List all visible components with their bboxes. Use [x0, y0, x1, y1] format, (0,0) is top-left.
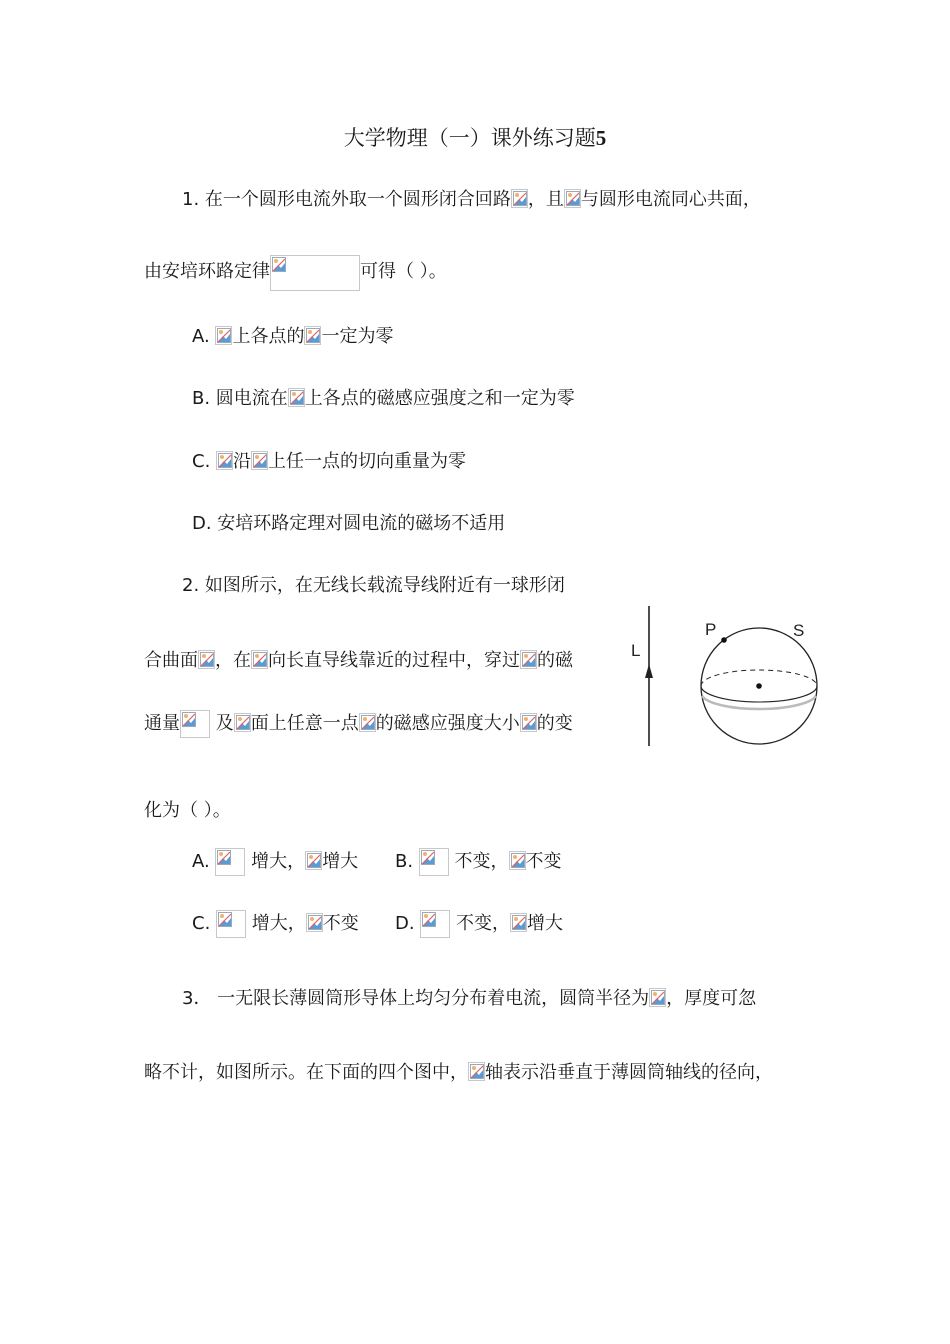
q2-line3	[144, 710, 573, 738]
broken-image-icon	[215, 848, 245, 876]
broken-image-icon	[359, 713, 376, 732]
q2-line1	[182, 572, 565, 600]
option-text: 不变，	[448, 851, 509, 872]
q1-text: 1. 在一个圆形电流外取一个圆形闭合回路	[182, 189, 511, 210]
q2-line4	[144, 797, 231, 825]
q3-text: 3． 一无限长薄圆筒形导体上均匀分布着电流，圆筒半径为	[182, 988, 650, 1009]
q2-text: 的变	[536, 713, 573, 734]
q2-option-b	[395, 848, 562, 876]
broken-image-icon	[180, 710, 210, 738]
current-arrow-icon	[645, 664, 653, 678]
q2-option-a	[192, 848, 358, 876]
q3-line1	[182, 985, 756, 1013]
q2-text: 合曲面	[144, 650, 198, 671]
q2-text: 2. 如图所示，在无线长载流导线附近有一球形闭	[182, 575, 565, 596]
option-text: C.	[192, 913, 217, 934]
broken-image-icon	[306, 913, 323, 932]
q2-option-d	[395, 910, 563, 938]
q1-option-c	[192, 448, 466, 476]
option-text: 增大，	[246, 913, 306, 934]
q3-text: 略不计，如图所示。在下面的四个图中，	[144, 1062, 468, 1083]
broken-image-icon	[649, 988, 666, 1007]
q2-text: 及	[210, 713, 234, 734]
broken-image-icon	[251, 451, 268, 470]
q1-option-a	[192, 323, 393, 351]
option-text: 上任一点的切向重量为零	[268, 451, 467, 472]
option-text: 增大	[322, 851, 359, 872]
q2-line2	[144, 647, 573, 675]
option-text: 上各点的	[232, 326, 305, 347]
q3-text: ，厚度可忽	[666, 988, 757, 1009]
broken-image-icon	[305, 851, 322, 870]
q1-option-d	[192, 510, 505, 538]
option-text: 不变	[525, 851, 562, 872]
broken-image-icon	[288, 388, 305, 407]
q2-text: 化为（ ）。	[144, 800, 231, 821]
q3-line2	[144, 1059, 773, 1087]
page-title	[0, 122, 950, 152]
option-text: 增大	[527, 913, 564, 934]
option-text: A.	[192, 851, 216, 872]
option-text: 沿	[233, 451, 252, 472]
wire-label: L	[631, 641, 641, 660]
q1-line2	[144, 255, 447, 291]
broken-image-icon	[419, 848, 449, 876]
q1-text: 由安培环路定律	[144, 261, 270, 282]
option-text: B.	[395, 851, 419, 872]
q1-text: 可得（ ）。	[360, 261, 447, 282]
option-text: D.	[395, 913, 421, 934]
broken-image-icon	[468, 1062, 485, 1081]
broken-image-icon	[216, 910, 246, 938]
broken-image-icon	[511, 189, 528, 208]
broken-image-icon	[198, 650, 215, 669]
broken-image-icon	[520, 713, 537, 732]
option-text: D. 安培环路定理对圆电流的磁场不适用	[192, 513, 506, 534]
broken-image-icon	[234, 713, 251, 732]
q1-line1	[182, 186, 761, 214]
broken-image-icon	[270, 255, 360, 291]
q2-text: 的磁感应强度大小	[375, 713, 520, 734]
title-number: 5	[595, 126, 607, 150]
q2-text: 通量	[144, 713, 180, 734]
broken-image-icon	[251, 650, 268, 669]
broken-image-icon	[216, 451, 233, 470]
broken-image-icon	[304, 326, 321, 345]
option-text: 增大，	[245, 851, 306, 872]
broken-image-icon	[215, 326, 232, 345]
option-text: 一定为零	[321, 326, 394, 347]
broken-image-icon	[420, 910, 450, 938]
q1-text: 与圆形电流同心共面，	[580, 189, 761, 210]
q2-text: 的磁	[537, 650, 573, 671]
q1-option-b	[192, 385, 575, 413]
point-p-label: P	[705, 620, 717, 639]
point-p	[721, 637, 727, 643]
option-text: C.	[192, 451, 217, 472]
option-text: 不变，	[450, 913, 511, 934]
q2-text: 向长直导线靠近的过程中，穿过	[268, 650, 520, 671]
q2-figure	[620, 600, 840, 755]
option-text: 不变	[322, 913, 359, 934]
q2-option-c	[192, 910, 359, 938]
broken-image-icon	[564, 189, 581, 208]
sphere-label: S	[793, 621, 805, 640]
title-text: 大学物理（一）课外练习题	[343, 126, 596, 150]
q2-text: 面上任意一点	[250, 713, 359, 734]
broken-image-icon	[520, 650, 537, 669]
broken-image-icon	[510, 913, 527, 932]
q1-text: ，且	[527, 189, 564, 210]
sphere-center	[756, 683, 762, 689]
q2-text: ，在	[215, 650, 251, 671]
broken-image-icon	[509, 851, 526, 870]
option-text: 上各点的磁感应强度之和一定为零	[304, 388, 575, 409]
option-text: B. 圆电流在	[192, 388, 288, 409]
q3-text: 轴表示沿垂直于薄圆筒轴线的径向，	[485, 1062, 773, 1083]
option-text: A.	[192, 326, 216, 347]
